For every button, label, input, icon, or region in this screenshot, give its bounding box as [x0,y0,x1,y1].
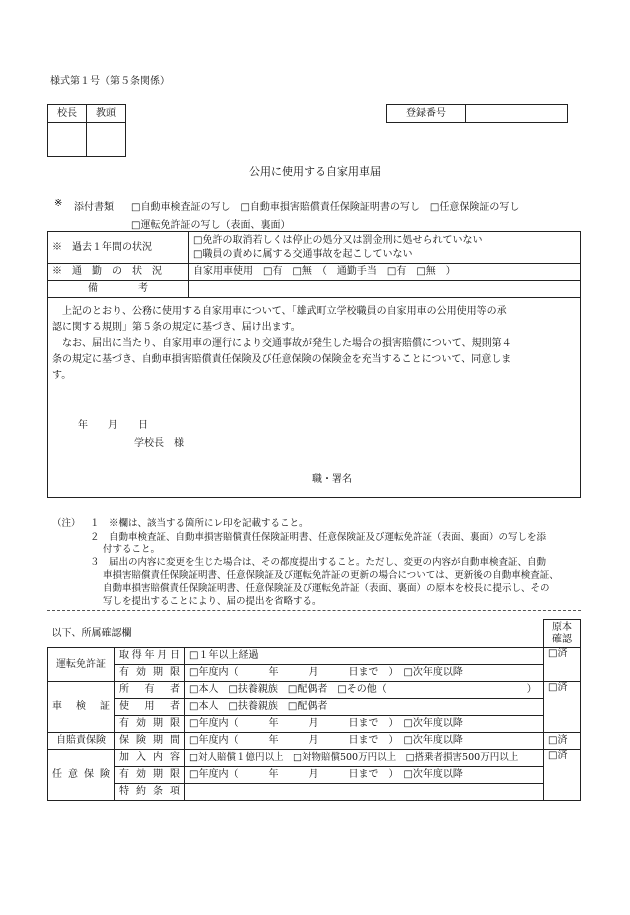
commute-label: ※ 通 勤 の 状 況 [48,264,189,281]
license-valid-label: 有効期限 [115,665,185,682]
compulsory-period-value[interactable]: □年度内（ 年 月 日まで ） □次年度以降 [185,733,544,750]
attachments-line1[interactable]: □自動車検査証の写し □自動車損害賠償責任保険証明書の写し □任意保険証の写し [131,202,520,213]
body-paragraph2-b: 条の規定に基づき、自動車損害賠償責任保険及び任意保険の保険金を充当することについて、同意しま [52,354,512,365]
note-3c: 自動車損害賠償責任保険証明書、任意保険証及び運転免許証（表面、裏面）の原本を校長に提示し、その [103,583,550,594]
special-terms-label: 特約条項 [115,784,185,801]
voluntary-insurance-label: 任意保険 [48,750,115,801]
note-3a: ３ 届出の内容に変更を生じた場合は、その都度提出すること。ただし、変更の内容が自動車検査証、自動 [90,557,547,568]
registration-table [386,104,568,123]
cut-line [47,610,581,611]
declaration-table [47,231,581,498]
attachments-line2[interactable]: □運転免許証の写し（表面、裏面） [131,220,291,231]
confirmation-header: 以下、所属確認欄 [48,620,544,648]
owner-value[interactable]: □本人 □扶養親族 □配偶者 □その他（ ） [185,682,544,699]
confirmation-table [47,619,581,801]
note-2b: 付すること。 [103,544,161,555]
declaration-body [48,298,581,498]
body-paragraph2-c: す。 [52,370,72,381]
original-check-label-2: 確認 [552,633,572,645]
note-3b: 車損害賠償責任保険証明書、任意保険証及び運転免許証の更新の場合については、更新後の自動車検査証、 [103,570,559,581]
body-paragraph1-a: 上記のとおり、公務に使用する自家用車について、「雄武町立学校職員の自家用車の公用使用等の承 [62,306,507,317]
registration-label: 登録番号 [387,105,466,123]
special-terms-value[interactable] [185,784,544,801]
signature-label: 職・署名 [312,474,352,485]
body-paragraph2-a: なお、届出に当たり、自家用車の運行により交通事故が発生した場合の損害賠償について、規則第４ [62,338,512,349]
remarks-label: 備 考 [48,281,189,298]
user-label: 使用者 [115,699,185,716]
inspection-valid-label: 有効期限 [115,716,185,733]
license-label: 運転免許証 [48,648,115,682]
history-line2[interactable]: □職員の責めに属する交通事故を起こしていない [193,249,413,260]
coverage-value[interactable]: □対人賠償１億円以上 □対物賠償500万円以上 □搭乗者損害500万円以上 [185,750,544,767]
approval-table [47,104,126,157]
coverage-label: 加入内容 [115,750,185,767]
compulsory-period-label: 保険期間 [115,733,185,750]
form-number: 様式第１号（第５条関係） [50,76,170,87]
inspection-original-check[interactable]: □済 [544,682,581,733]
principal-seal-box[interactable] [48,123,87,157]
acquired-date-value[interactable]: □１年以上経過 [185,648,544,665]
note-2a: ２ 自動車検査証、自動車損害賠償責任保険証明書、任意保険証及び運転免許証（表面、裏面）の写しを添 [90,532,547,543]
compulsory-insurance-label: 自賠責保険 [48,733,115,750]
history-line1[interactable]: □免許の取消若しくは停止の処分又は罰金刑に処せられていない [193,234,483,246]
history-label: ※ 過去１年間の状況 [48,232,189,264]
note-3d: 写しを提出することにより、届の提出を省略する。 [103,596,322,607]
vice-principal-seal-box[interactable] [87,123,126,157]
attachments-label: 添付書類 [74,202,114,213]
note-1: １ ※欄は、該当する箇所にレ印を記載すること。 [90,518,309,529]
voluntary-valid-label: 有効期限 [115,767,185,784]
page-title: 公用に使用する自家用車届 [249,165,381,178]
voluntary-valid-value[interactable]: □年度内（ 年 月 日まで ） □次年度以降 [185,767,544,784]
inspection-label: 車検証 [48,682,115,733]
original-check-label-1: 原本 [552,621,572,633]
compulsory-original-check[interactable]: □済 [544,733,581,750]
license-original-check[interactable]: □済 [544,648,581,682]
license-valid-value[interactable]: □年度内（ 年 月 日まで ） □次年度以降 [185,665,544,682]
voluntary-original-check[interactable]: □済 [544,750,581,801]
inspection-valid-value[interactable]: □年度内（ 年 月 日まで ） □次年度以降 [185,716,544,733]
body-paragraph1-b: 認に関する規則」第５条の規定に基づき、届け出ます。 [52,322,301,333]
commute-value[interactable]: 自家用車使用 □有 □無 （ 通勤手当 □有 □無 ） [189,264,581,281]
notes-label: （注） [52,518,81,529]
vice-principal-label: 教頭 [87,105,126,123]
date-field[interactable]: 年 月 日 [78,420,148,431]
registration-number-field[interactable] [466,105,568,123]
principal-label: 校長 [48,105,87,123]
attachments-mark: ※ [54,198,63,209]
addressee: 学校長 様 [134,438,184,449]
owner-label: 所有者 [115,682,185,699]
remarks-field[interactable] [189,281,581,298]
user-value[interactable]: □本人 □扶養親族 □配偶者 [185,699,544,716]
acquired-date-label: 取得年月日 [115,648,185,665]
